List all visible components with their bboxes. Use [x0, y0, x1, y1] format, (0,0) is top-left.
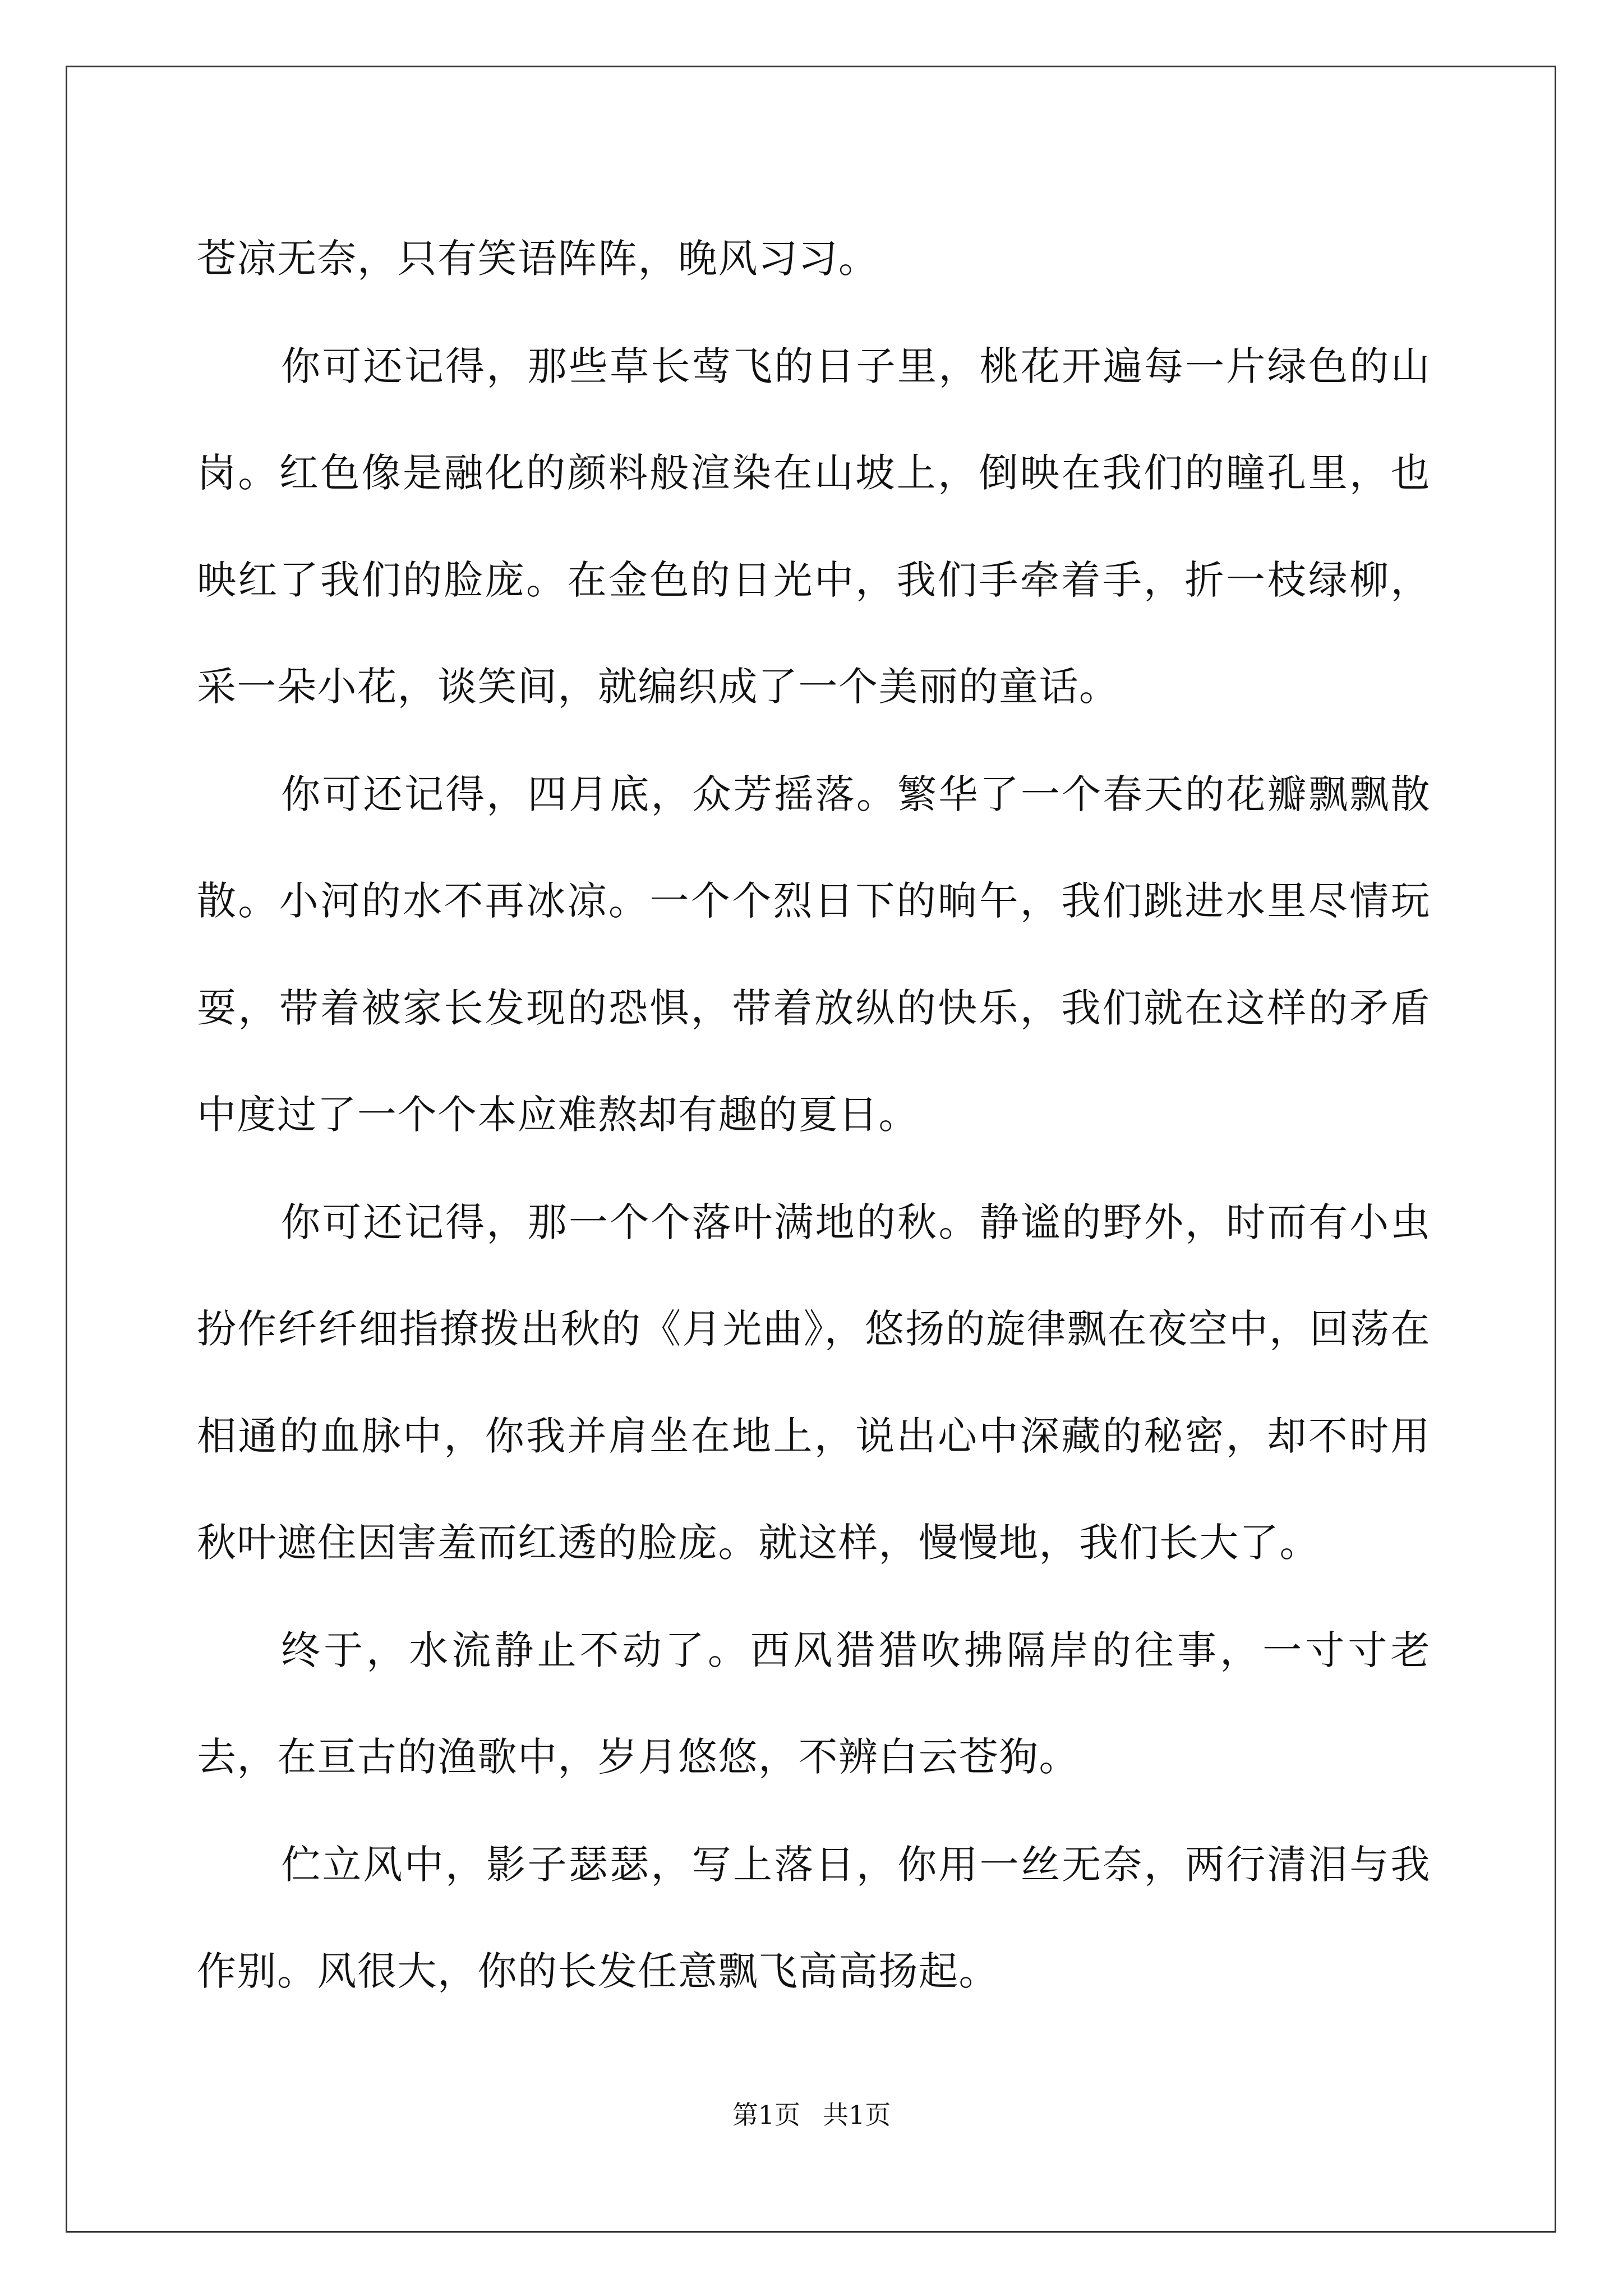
paragraph: 你可还记得，那些草长莺飞的日子里，桃花开遍每一片绿色的山岗。红色像是融化的颜料般渲染在山坡上，倒映在我们的瞳孔里，也映红了我们的脸庞。在金色的日光中，我们手牵着手，折一枝绿柳，采一朵小花，谈笑间，就编织成了一个美丽的童话。 — [197, 343, 1431, 710]
paragraph: 苍凉无奈，只有笑语阵阵，晚风习习。 — [197, 236, 879, 282]
paragraph: 你可还记得，四月底，众芳摇落。繁华了一个春天的花瓣飘飘散散。小河的水不再冰凉。一个个烈日下的晌午，我们跳进水里尽情玩耍，带着被家长发现的恐惧，带着放纵的快乐，我们就在这样的矛盾中度过了一个个本应难熬却有趣的夏日。 — [197, 771, 1431, 1138]
page-footer — [0, 2098, 1623, 2132]
paragraph: 伫立风中，影子瑟瑟，写上落日，你用一丝无奈，两行清泪与我作别。风很大，你的长发任意飘飞高高扬起。 — [197, 1841, 1431, 1994]
paragraph: 终于，水流静止不动了。西风猎猎吹拂隔岸的往事，一寸寸老去，在亘古的渔歌中，岁月悠悠，不辨白云苍狗。 — [197, 1627, 1431, 1780]
page-number-total: 共1页 — [823, 2100, 891, 2130]
paragraph: 你可还记得，那一个个落叶满地的秋。静谧的野外，时而有小虫扮作纤纤细指撩拨出秋的《月光曲》，悠扬的旋律飘在夜空中，回荡在相通的血脉中，你我并肩坐在地上，说出心中深藏的秘密，却不时用秋叶遮住因害羞而红透的脸庞。就这样，慢慢地，我们长大了。 — [197, 1199, 1431, 1566]
document-body — [197, 205, 1431, 2026]
page-number-current: 第1页 — [732, 2100, 800, 2130]
